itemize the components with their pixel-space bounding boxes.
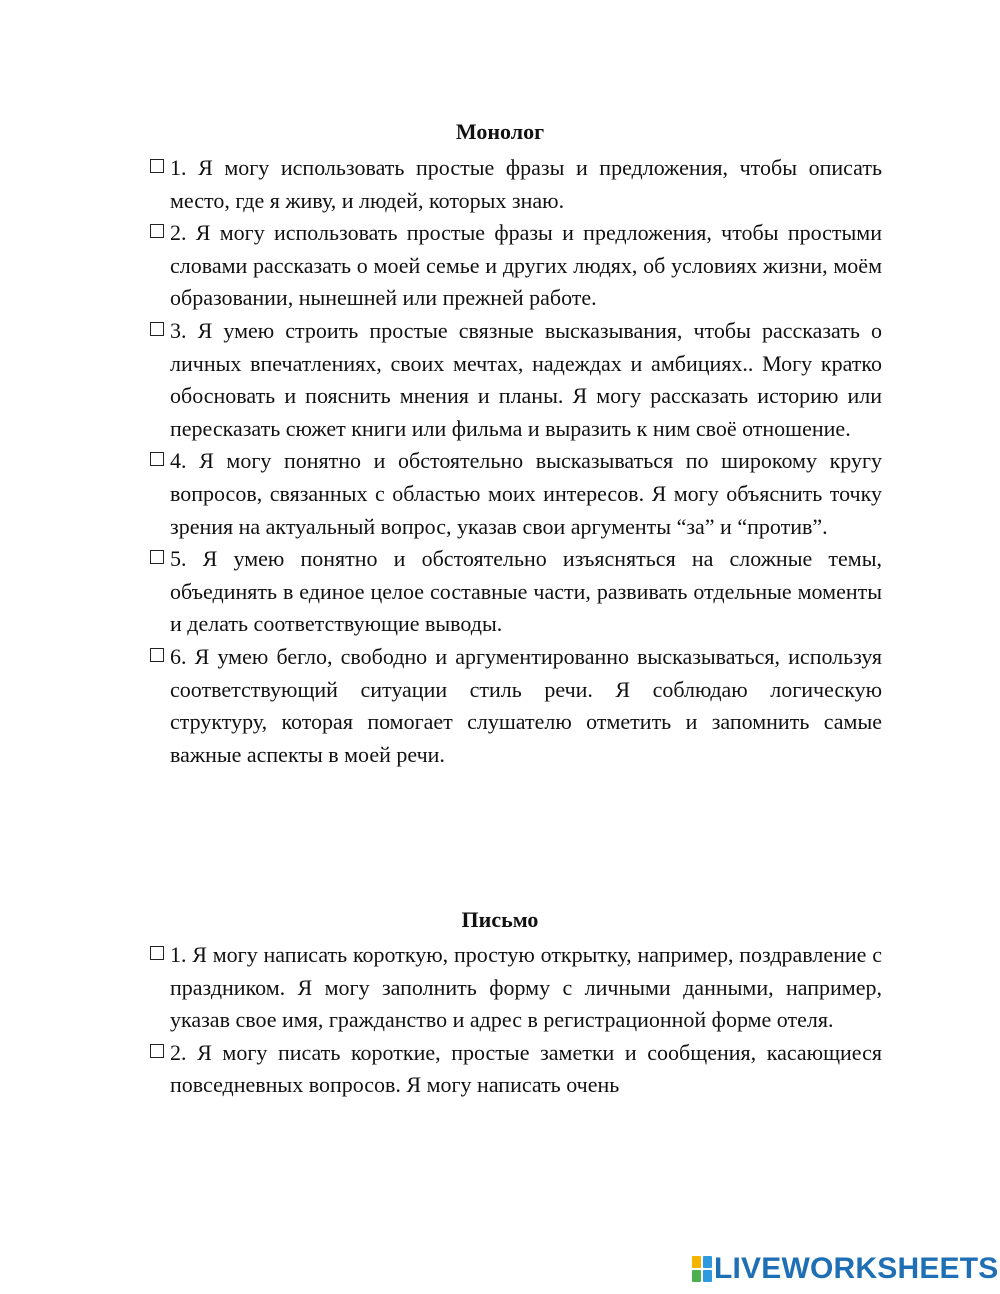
- checklist-item-text: 1. Я могу написать короткую, простую открытку, например, поздравление с праздником. Я могу заполнить форму с личными данными, например, указав свое имя, гражданство и адрес в регистрационной форме отеля.: [170, 942, 882, 1033]
- checklist-item-text: 6. Я умею бегло, свободно и аргументированно высказываться, используя соответствующий ситуации стиль речи. Я соблюдаю логическую структуру, которая помогает слушателю отметить и запомнить самые важные аспекты в моей речи.: [170, 643, 882, 767]
- checklist-item-text: 3. Я умею строить простые связные высказывания, чтобы рассказать о личных впечатлениях, своих мечтах, надеждах и амбициях.. Могу кратко обосновать и пояснить мнения и планы. Я могу рассказать историю или пересказать сюжет книги или фильма и выразить к ним своё отношение.: [170, 317, 882, 441]
- checklist-item: [150, 315, 882, 445]
- checklist-item: [150, 543, 882, 641]
- checklist-item-text: 4. Я могу понятно и обстоятельно высказываться по широкому кругу вопросов, связанных с областью моих интересов. Я могу объяснить точку зрения на актуальный вопрос, указав свои аргументы “за” и “против”.: [170, 448, 882, 539]
- checklist-item: [150, 152, 882, 217]
- checklist-item: [150, 445, 882, 543]
- checkbox-monolog-3[interactable]: [150, 322, 164, 336]
- checklist-item: [150, 939, 882, 1037]
- checklist-item-text: 2. Я могу писать короткие, простые заметки и сообщения, касающиеся повседневных вопросов. Я могу написать очень: [170, 1039, 882, 1098]
- checkbox-monolog-6[interactable]: [150, 648, 164, 662]
- checklist-item: [150, 641, 882, 771]
- checklist-item-text: 1. Я могу использовать простые фразы и предложения, чтобы описать место, где я живу, и людей, которых знаю.: [170, 155, 882, 213]
- writing-checklist: [150, 939, 882, 1102]
- monolog-checklist: [150, 152, 882, 771]
- liveworksheets-logo-icon: [692, 1256, 712, 1282]
- checkbox-monolog-4[interactable]: [150, 452, 164, 466]
- checklist-item-text: 5. Я умею понятно и обстоятельно изъясняться на сложные темы, объединять в единое целое составные части, развивать отдельные моменты и делать соответствующие выводы.: [170, 546, 882, 637]
- section-title-writing: Письмо: [461, 907, 539, 932]
- checklist-item: [150, 217, 882, 315]
- section-title-monolog: Монолог: [455, 119, 545, 144]
- checkbox-monolog-2[interactable]: [150, 224, 164, 238]
- checkbox-monolog-1[interactable]: [150, 159, 164, 173]
- checklist-item-text: 2. Я могу использовать простые фразы и предложения, чтобы простыми словами рассказать о моей семье и других людях, об условиях жизни, моём образовании, нынешней или прежней работе.: [170, 220, 882, 311]
- checklist-item: [150, 1037, 882, 1102]
- checkbox-writing-2[interactable]: [150, 1044, 164, 1058]
- logo-text: LIVEWORKSHEETS: [714, 1252, 999, 1285]
- liveworksheets-logo[interactable]: [692, 1253, 999, 1285]
- checkbox-monolog-5[interactable]: [150, 550, 164, 564]
- checkbox-writing-1[interactable]: [150, 946, 164, 960]
